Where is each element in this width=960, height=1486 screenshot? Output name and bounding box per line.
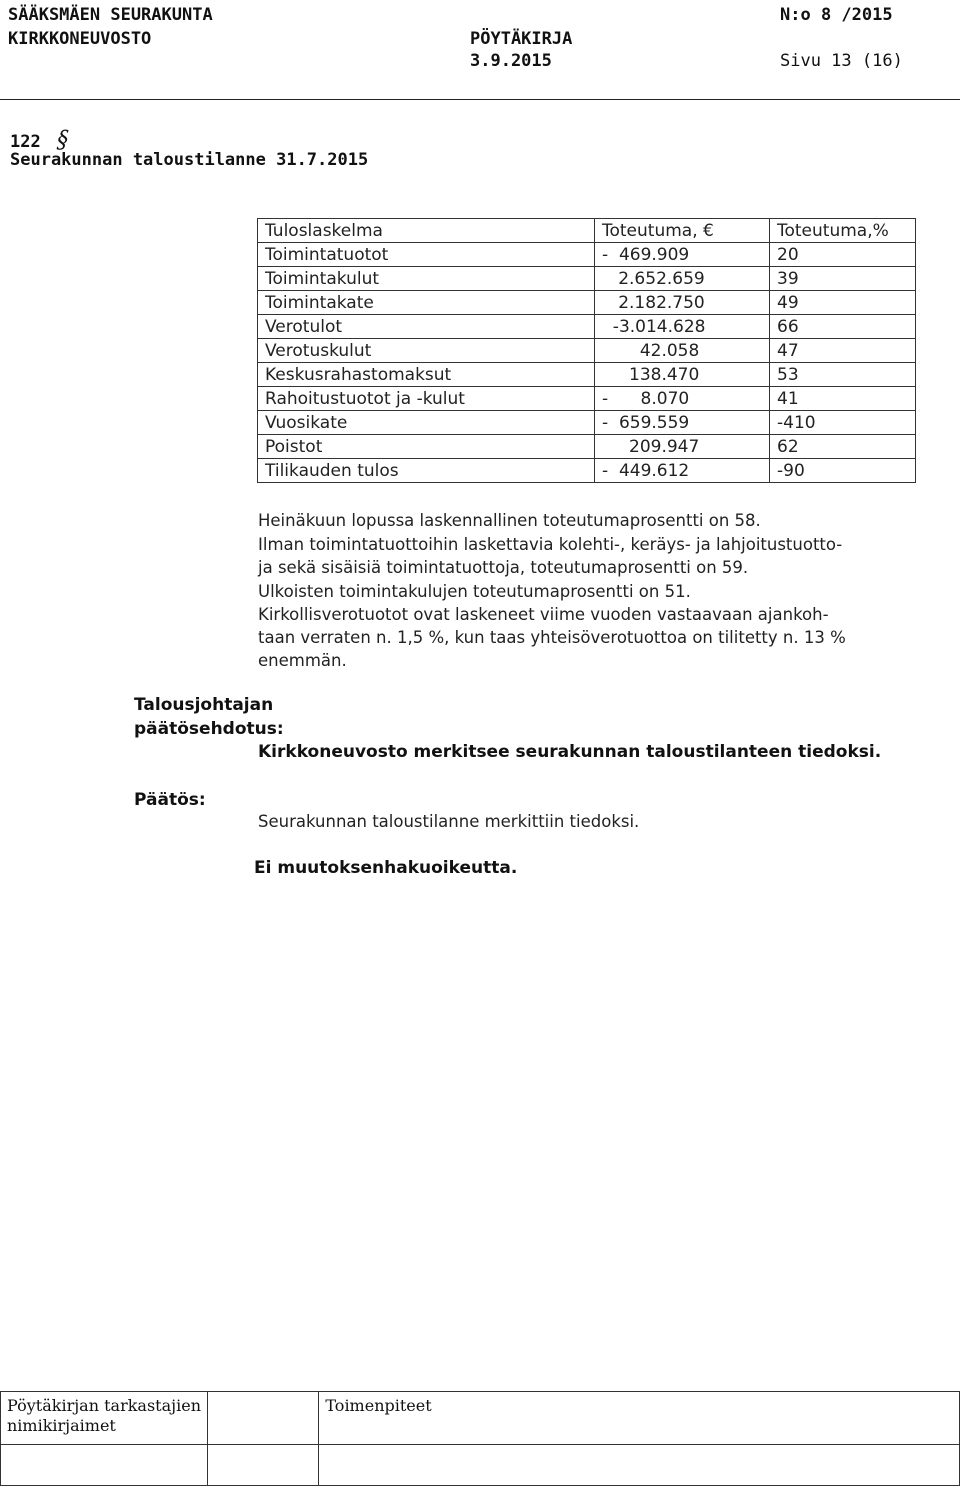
actions-cell <box>319 1392 960 1445</box>
table-row <box>258 243 916 267</box>
table-row <box>258 411 916 435</box>
row-amount: 138.470 <box>595 363 770 387</box>
proposal-label-line2: päätösehdotus: <box>134 719 284 739</box>
header-cell: Tuloslaskelma <box>258 219 595 243</box>
row-label: Toimintakate <box>258 291 595 315</box>
table-row <box>258 459 916 483</box>
doc-type: PÖYTÄKIRJA <box>470 29 573 49</box>
table-row <box>258 315 916 339</box>
org-name: SÄÄKSMÄEN SEURAKUNTA <box>8 5 213 25</box>
row-percent: 66 <box>770 315 916 339</box>
row-amount: - 449.612 <box>595 459 770 483</box>
body-text-line: Kirkollisverotuotot ovat laskeneet viime vuoden vastaavaan ajankoh- <box>258 605 829 624</box>
row-label: Vuosikate <box>258 411 595 435</box>
table-row <box>258 435 916 459</box>
signatures-space <box>208 1392 319 1445</box>
section-title: Seurakunnan taloustilanne 31.7.2015 <box>10 150 369 170</box>
body-text-line: ja sekä sisäisiä toimintatuottoja, toteutumaprosentti on 59. <box>258 558 749 577</box>
row-percent: -410 <box>770 411 916 435</box>
page-number: Sivu 13 (16) <box>780 51 903 71</box>
appeal-note: Ei muutoksenhakuoikeutta. <box>254 858 518 878</box>
row-label: Toimintakulut <box>258 267 595 291</box>
row-label: Tilikauden tulos <box>258 459 595 483</box>
signatures-cell <box>1 1392 208 1445</box>
body-text-line: enemmän. <box>258 651 347 670</box>
table-row <box>258 291 916 315</box>
footer-box <box>0 1391 960 1486</box>
row-label: Toimintatuotot <box>258 243 595 267</box>
row-label: Verotulot <box>258 315 595 339</box>
row-percent: 20 <box>770 243 916 267</box>
row-amount: -3.014.628 <box>595 315 770 339</box>
body-name: KIRKKONEUVOSTO <box>8 29 152 49</box>
row-percent: 39 <box>770 267 916 291</box>
row-percent: 41 <box>770 387 916 411</box>
row-label: Keskusrahastomaksut <box>258 363 595 387</box>
row-percent: -90 <box>770 459 916 483</box>
row-percent: 62 <box>770 435 916 459</box>
header-cell: Toteutuma,% <box>770 219 916 243</box>
body-text-line: Heinäkuun lopussa laskennallinen toteutumaprosentti on 58. <box>258 511 761 530</box>
section-number: 122 <box>10 132 41 152</box>
signature-box <box>1 1445 208 1486</box>
proposal-label-line1: Talousjohtajan <box>134 695 274 715</box>
body-text-line: Ilman toimintatuottoihin laskettavia kolehti-, keräys- ja lahjoitustuotto- <box>258 535 843 554</box>
meeting-date: 3.9.2015 <box>470 51 552 71</box>
row-amount: - 469.909 <box>595 243 770 267</box>
row-percent: 53 <box>770 363 916 387</box>
body-text-line: taan verraten n. 1,5 %, kun taas yhteisöverotuottoa on tilitetty n. 13 % <box>258 628 846 647</box>
header-rule <box>0 99 960 100</box>
income-statement-table <box>257 218 916 483</box>
row-label: Rahoitustuotot ja -kulut <box>258 387 595 411</box>
meeting-number: N:o 8 /2015 <box>780 5 893 25</box>
table-row <box>258 387 916 411</box>
row-amount: - 8.070 <box>595 387 770 411</box>
table-row <box>258 363 916 387</box>
actions-space <box>319 1445 960 1486</box>
row-label: Poistot <box>258 435 595 459</box>
signatures-label-line1: Pöytäkirjan tarkastajien <box>7 1396 201 1415</box>
signatures-label-line2: nimikirjaimet <box>7 1416 116 1435</box>
decision-text: Seurakunnan taloustilanne merkittiin tiedoksi. <box>258 812 640 831</box>
table-header-row <box>258 219 916 243</box>
row-amount: 42.058 <box>595 339 770 363</box>
section-sign-icon: § <box>53 126 72 155</box>
body-text-line: Ulkoisten toimintakulujen toteutumaprosentti on 51. <box>258 582 691 601</box>
row-amount: 2.652.659 <box>595 267 770 291</box>
row-percent: 47 <box>770 339 916 363</box>
row-percent: 49 <box>770 291 916 315</box>
proposal-text: Kirkkoneuvosto merkitsee seurakunnan taloustilanteen tiedoksi. <box>258 742 882 762</box>
row-amount: 2.182.750 <box>595 291 770 315</box>
row-label: Verotuskulut <box>258 339 595 363</box>
actions-label: Toimenpiteet <box>325 1396 432 1415</box>
row-amount: - 659.559 <box>595 411 770 435</box>
header-cell: Toteutuma, € <box>595 219 770 243</box>
decision-label: Päätös: <box>134 790 206 810</box>
table-row <box>258 339 916 363</box>
signature-box <box>208 1445 319 1486</box>
row-amount: 209.947 <box>595 435 770 459</box>
table-row <box>258 267 916 291</box>
